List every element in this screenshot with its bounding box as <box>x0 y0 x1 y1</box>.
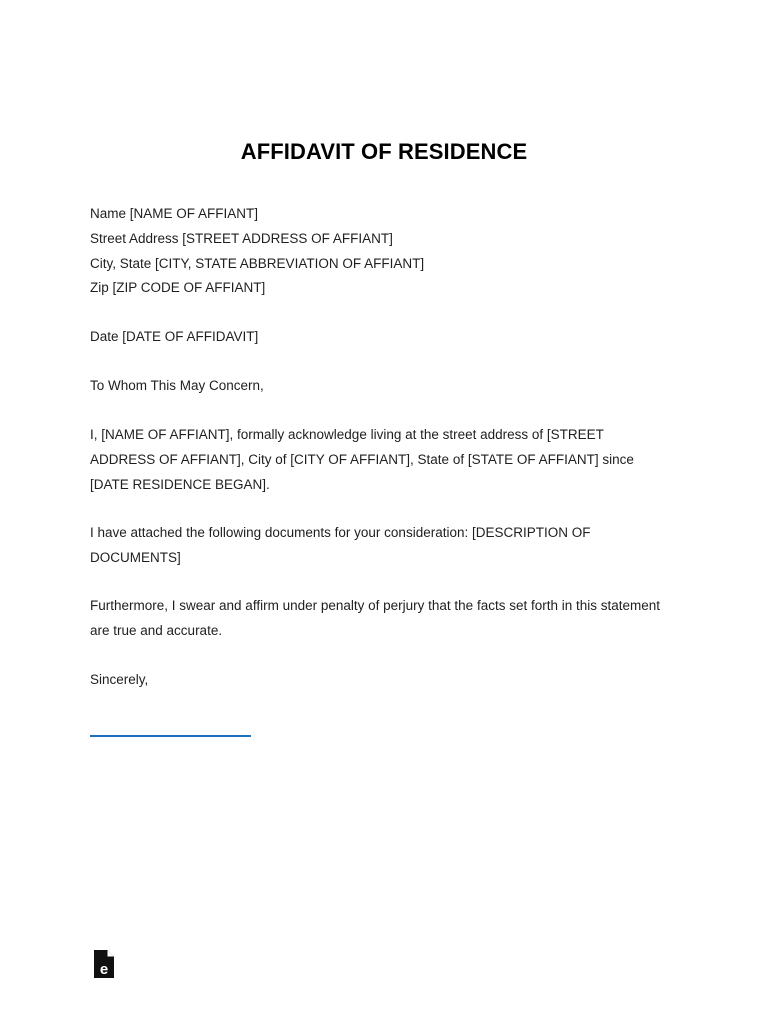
paragraph-line: I have attached the following documents for your consideration: [DESCRIPTION OF <box>90 525 591 540</box>
paragraph-line: are true and accurate. <box>90 622 223 638</box>
document-e-logo-icon <box>94 950 114 978</box>
residence-paragraph <box>90 423 680 497</box>
paragraph-line: Furthermore, I swear and affirm under penalty of perjury that the facts set forth in this statement <box>90 598 661 613</box>
paragraph-line: DOCUMENTS] <box>90 549 181 565</box>
signature-line[interactable] <box>90 735 251 737</box>
document-title: AFFIDAVIT OF RESIDENCE <box>240 139 528 164</box>
salutation: To Whom This May Concern, <box>90 378 264 393</box>
svg-text:e: e <box>99 961 109 978</box>
affiant-street-line: Street Address [STREET ADDRESS OF AFFIANT] <box>90 230 393 246</box>
affiant-address-block <box>90 202 690 301</box>
perjury-paragraph <box>90 594 690 644</box>
affiant-name-line: Name [NAME OF AFFIANT] <box>90 206 259 221</box>
affiant-city-state-line: City, State [CITY, STATE ABBREVIATION OF AFFIANT] <box>90 255 425 271</box>
documents-paragraph <box>90 521 680 571</box>
paragraph-line: ADDRESS OF AFFIANT], City of [CITY OF AFFIANT], State of [STATE OF AFFIANT] since <box>90 451 634 467</box>
paragraph-line: I, [NAME OF AFFIANT], formally acknowledge living at the street address of [STREET <box>90 427 604 442</box>
affiant-zip-line: Zip [ZIP CODE OF AFFIANT] <box>90 280 266 296</box>
closing: Sincerely, <box>90 672 149 687</box>
paragraph-line: [DATE RESIDENCE BEGAN]. <box>90 476 270 492</box>
affidavit-date: Date [DATE OF AFFIDAVIT] <box>90 329 259 344</box>
